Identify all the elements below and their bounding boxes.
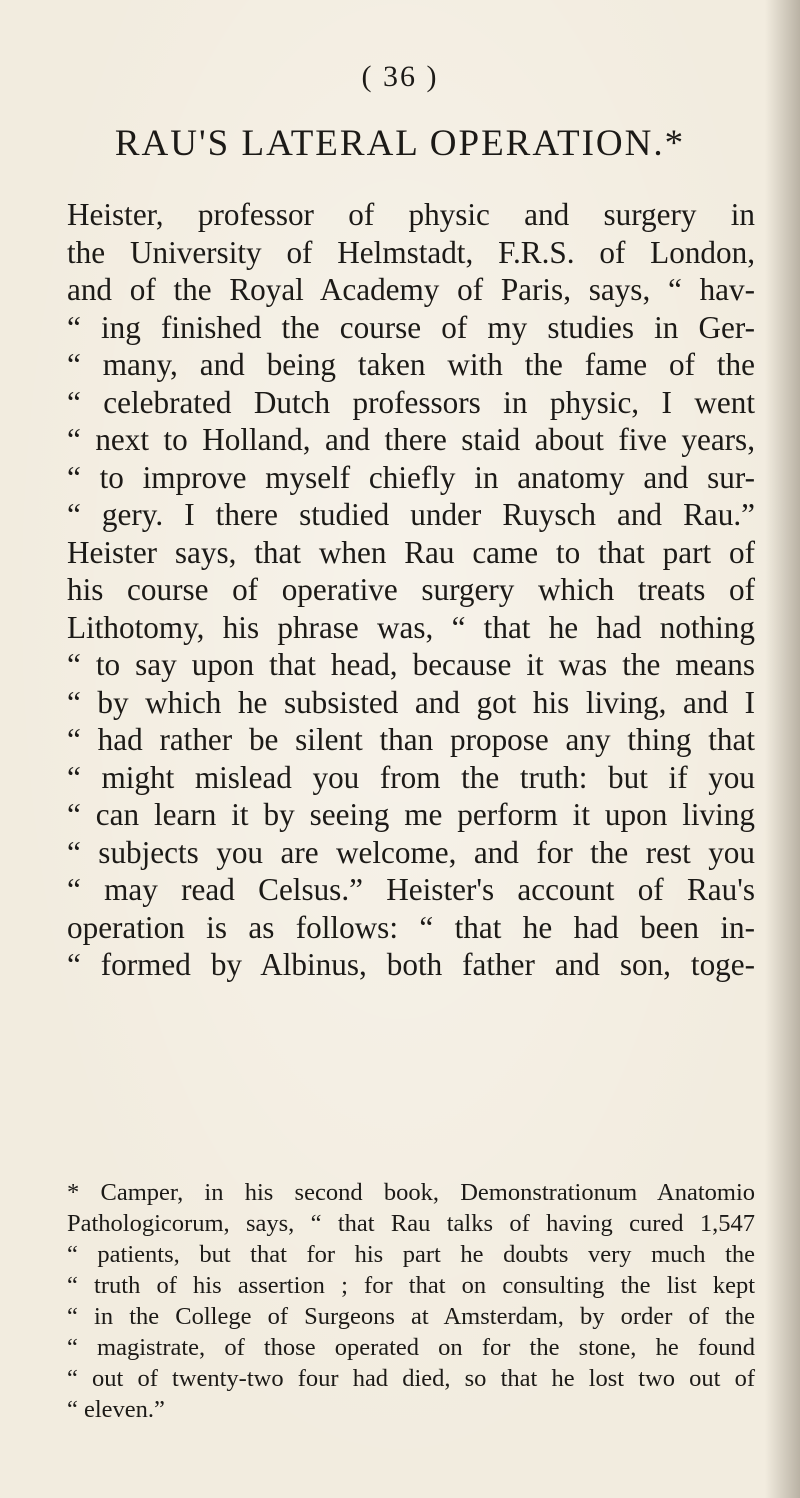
- main-text: [67, 196, 755, 984]
- text-line: “ gery. I there studied under Ruysch and Rau.”: [67, 497, 755, 532]
- text-line: Heister, professor of physic and surgery in: [67, 197, 755, 232]
- footnote-line: * Camper, in his second book, Demonstrationum Anatomio: [67, 1179, 755, 1206]
- text-line: “ had rather be silent than propose any thing that: [67, 722, 755, 757]
- text-line: “ might mislead you from the truth: but if you: [67, 759, 755, 795]
- text-line: “ next to Holland, and there staid about five years,: [67, 422, 755, 457]
- text-line: operation is as follows: “ that he had been in-: [67, 909, 755, 945]
- footnote-line: Pathologicorum, says, “ that Rau talks of having cured 1,547: [67, 1210, 755, 1237]
- footnote-line: “ patients, but that for his part he doubts very much the: [67, 1241, 755, 1268]
- text-line: his course of operative surgery which treats of: [67, 572, 755, 607]
- page-number: ( 36 ): [361, 60, 439, 93]
- text-line: Heister says, that when Rau came to that part of: [67, 534, 755, 570]
- footnote-line: “ magistrate, of those operated on for the stone, he found: [67, 1334, 755, 1361]
- text-line: the University of Helmstadt, F.R.S. of London,: [67, 234, 755, 270]
- text-line: “ to improve myself chiefly in anatomy and sur-: [67, 459, 755, 495]
- text-line: “ may read Celsus.” Heister's account of Rau's: [67, 872, 755, 907]
- text-line: “ many, and being taken with the fame of the: [67, 347, 755, 382]
- text-line: “ formed by Albinus, both father and son, toge-: [67, 947, 755, 982]
- text-line: “ celebrated Dutch professors in physic, I went: [67, 384, 755, 420]
- footnote-line: “ eleven.”: [67, 1396, 165, 1423]
- text-line: “ can learn it by seeing me perform it upon living: [67, 797, 755, 832]
- footnote-line: “ truth of his assertion ; for that on consulting the list kept: [67, 1272, 755, 1299]
- text-line: and of the Royal Academy of Paris, says, “ hav-: [67, 272, 755, 307]
- footnote-line: “ out of twenty-two four had died, so that he lost two out of: [67, 1365, 755, 1392]
- footnote: [67, 1177, 755, 1425]
- text-line: “ by which he subsisted and got his living, and I: [67, 684, 755, 720]
- text-line: “ ing finished the course of my studies in Ger-: [67, 309, 755, 345]
- footnote-line: “ in the College of Surgeons at Amsterdam, by order of the: [67, 1303, 755, 1330]
- text-line: “ to say upon that head, because it was the means: [67, 647, 755, 682]
- chapter-title: RAU'S LATERAL OPERATION.*: [114, 123, 686, 164]
- text-line: Lithotomy, his phrase was, “ that he had nothing: [67, 609, 755, 645]
- text-line: “ subjects you are welcome, and for the rest you: [67, 834, 755, 870]
